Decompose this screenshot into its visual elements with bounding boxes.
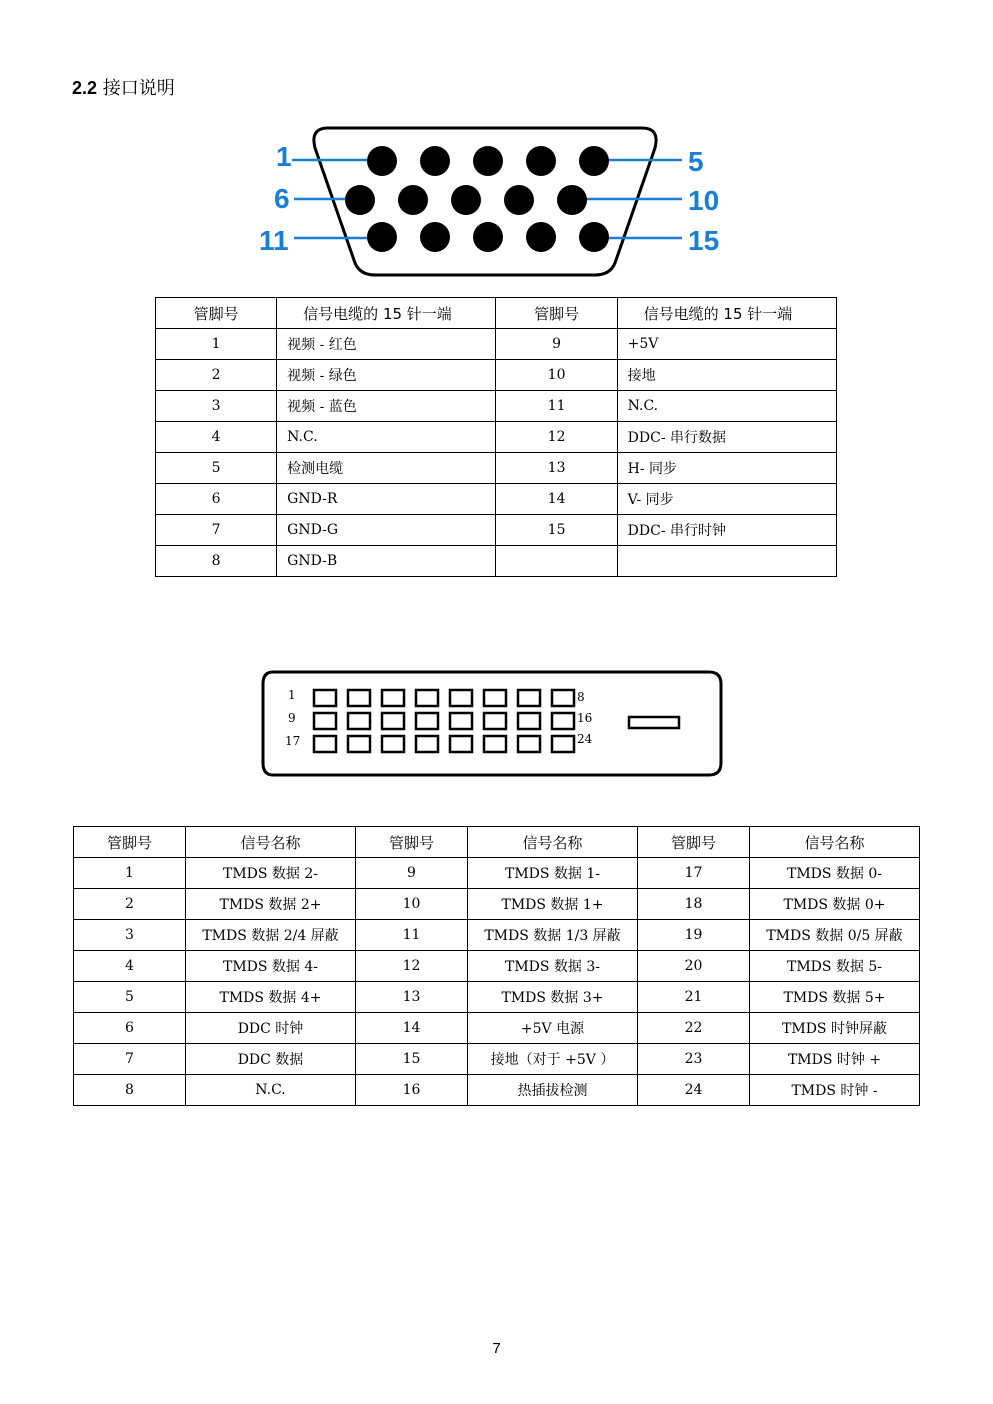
header-cell: 管脚号 [156,298,277,329]
header-cell: 信号名称 [750,827,920,858]
section-number: 2.2 [72,78,98,98]
table-cell: TMDS 时钟 + [750,1044,920,1075]
table-cell: DDC 时钟 [186,1013,356,1044]
table-row [156,329,837,360]
table-cell: 18 [638,889,750,920]
vga-label-15: 15 [688,225,720,256]
section-title: 接口说明 [102,78,175,99]
table-header-row [74,827,920,858]
table-cell: 21 [638,982,750,1013]
table-cell: 热插拔检测 [468,1075,638,1106]
table-cell: 6 [74,1013,186,1044]
table-cell: 1 [156,329,277,360]
table-cell: +5V 电源 [468,1013,638,1044]
table-cell: 24 [638,1075,750,1106]
table-cell: 10 [496,360,617,391]
table-row [74,1013,920,1044]
table-row [74,920,920,951]
dvi-connector-diagram [255,665,730,783]
header-cell: 信号电缆的 15 针一端 [277,298,496,329]
table-row [156,360,837,391]
header-cell: 信号名称 [186,827,356,858]
table-row [156,453,837,484]
table-cell: 接地（对于 +5V ） [468,1044,638,1075]
table-cell: 16 [356,1075,468,1106]
table-cell: TMDS 数据 3+ [468,982,638,1013]
table-row [156,391,837,422]
vga-label-5: 5 [688,146,704,177]
vga-connector-diagram [250,120,740,280]
header-cell: 管脚号 [638,827,750,858]
table-cell: TMDS 数据 2- [186,858,356,889]
table-cell: +5V [617,329,836,360]
table-cell: 7 [74,1044,186,1075]
table-cell: TMDS 数据 0+ [750,889,920,920]
vga-label-1: 1 [276,141,292,172]
table-cell: GND-R [277,484,496,515]
dvi-pin-table [73,826,920,1106]
table-cell: 4 [156,422,277,453]
table-cell: TMDS 数据 5- [750,951,920,982]
table-row [74,1044,920,1075]
table-cell: 5 [156,453,277,484]
vga-pin-table [155,297,837,577]
table-cell: 13 [356,982,468,1013]
dvi-label-1: 1 [288,688,296,702]
table-cell: TMDS 时钟 - [750,1075,920,1106]
table-cell: TMDS 数据 3- [468,951,638,982]
table-cell: TMDS 时钟屏蔽 [750,1013,920,1044]
table-cell: V- 同步 [617,484,836,515]
table-cell: 22 [638,1013,750,1044]
table-cell: H- 同步 [617,453,836,484]
table-cell: 2 [156,360,277,391]
table-row [156,484,837,515]
table-row [156,515,837,546]
header-cell: 管脚号 [74,827,186,858]
table-cell: 17 [638,858,750,889]
dvi-label-9: 9 [288,711,296,725]
table-cell: 8 [156,546,277,577]
table-row [74,858,920,889]
table-cell: TMDS 数据 4+ [186,982,356,1013]
vga-label-10: 10 [688,185,720,216]
table-cell: 1 [74,858,186,889]
table-cell: 视频 - 红色 [277,329,496,360]
table-cell [496,546,617,577]
table-cell: TMDS 数据 2/4 屏蔽 [186,920,356,951]
table-cell: 23 [638,1044,750,1075]
table-cell: 视频 - 绿色 [277,360,496,391]
table-cell: 14 [496,484,617,515]
dvi-label-8: 8 [577,690,585,704]
dvi-label-17: 17 [285,734,301,748]
table-cell: 9 [496,329,617,360]
table-row [74,982,920,1013]
table-cell: 12 [496,422,617,453]
table-row [156,422,837,453]
table-row [74,889,920,920]
table-cell: 20 [638,951,750,982]
table-cell: TMDS 数据 1+ [468,889,638,920]
table-row [74,1075,920,1106]
table-cell: 10 [356,889,468,920]
table-cell: 12 [356,951,468,982]
table-cell: 7 [156,515,277,546]
table-cell: GND-B [277,546,496,577]
table-row [156,546,837,577]
table-cell: 14 [356,1013,468,1044]
table-cell: 19 [638,920,750,951]
section-heading [72,74,175,100]
table-cell: TMDS 数据 1/3 屏蔽 [468,920,638,951]
table-cell: TMDS 数据 4- [186,951,356,982]
table-cell: TMDS 数据 2+ [186,889,356,920]
table-cell: 11 [356,920,468,951]
table-cell: DDC 数据 [186,1044,356,1075]
table-cell: 13 [496,453,617,484]
table-cell: 2 [74,889,186,920]
table-cell: 6 [156,484,277,515]
table-header-row [156,298,837,329]
table-cell: 检测电缆 [277,453,496,484]
table-cell: TMDS 数据 0/5 屏蔽 [750,920,920,951]
header-cell: 管脚号 [496,298,617,329]
table-cell: 4 [74,951,186,982]
header-cell: 管脚号 [356,827,468,858]
table-cell: TMDS 数据 5+ [750,982,920,1013]
dvi-label-16: 16 [577,711,593,725]
table-cell: N.C. [617,391,836,422]
table-cell: N.C. [186,1075,356,1106]
table-cell: TMDS 数据 1- [468,858,638,889]
header-cell: 信号电缆的 15 针一端 [617,298,836,329]
table-cell: DDC- 串行数据 [617,422,836,453]
table-cell: N.C. [277,422,496,453]
table-cell: 8 [74,1075,186,1106]
vga-label-6: 6 [274,183,290,214]
table-cell: GND-G [277,515,496,546]
table-cell: 视频 - 蓝色 [277,391,496,422]
table-cell: 11 [496,391,617,422]
table-cell [617,546,836,577]
dvi-ground-blade [629,717,679,728]
page-number: 7 [492,1340,501,1357]
table-cell: 5 [74,982,186,1013]
table-cell: TMDS 数据 0- [750,858,920,889]
table-cell: 15 [496,515,617,546]
table-row [74,951,920,982]
table-cell: 15 [356,1044,468,1075]
vga-label-11: 11 [259,225,289,256]
table-cell: 9 [356,858,468,889]
table-cell: DDC- 串行时钟 [617,515,836,546]
table-cell: 3 [74,920,186,951]
dvi-label-24: 24 [577,732,593,746]
table-cell: 3 [156,391,277,422]
table-cell: 接地 [617,360,836,391]
header-cell: 信号名称 [468,827,638,858]
